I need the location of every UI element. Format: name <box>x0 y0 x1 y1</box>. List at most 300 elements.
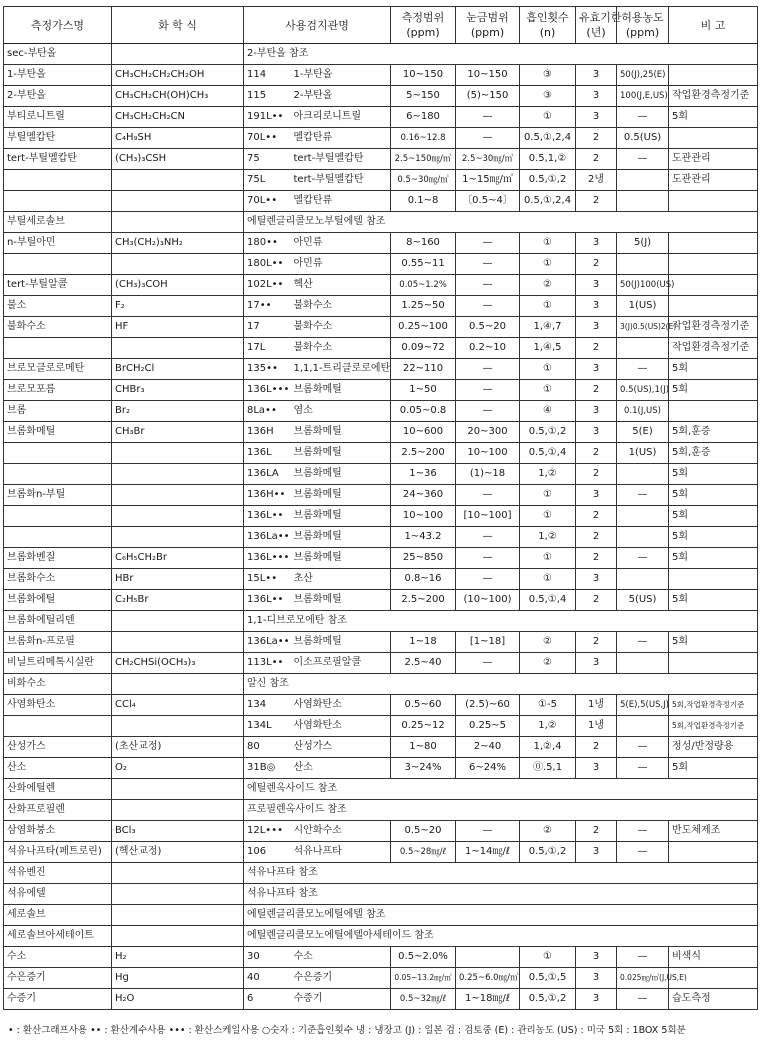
tube-name-cell: 불화수소 <box>291 317 391 338</box>
tube-number-cell: 136L•• <box>244 506 291 527</box>
formula-cell <box>112 674 244 695</box>
gas-name-cell: 브로모포름 <box>4 380 112 401</box>
measuring-range-cell: 10~100 <box>391 506 456 527</box>
tlv-cell: — <box>617 947 669 968</box>
gas-name-cell <box>4 716 112 737</box>
formula-cell: Hg <box>112 968 244 989</box>
tube-name-cell: 수증기 <box>291 989 391 1010</box>
measuring-range-cell: 0.05~13.2㎎/㎥ <box>391 968 456 989</box>
gas-name-cell: 불화수소 <box>4 317 112 338</box>
formula-cell: HBr <box>112 569 244 590</box>
gas-name-cell <box>4 443 112 464</box>
remarks-cell <box>669 65 758 86</box>
tlv-cell: — <box>617 548 669 569</box>
tube-number-cell: 17L <box>244 338 291 359</box>
formula-cell: C₄H₉SH <box>112 128 244 149</box>
formula-cell <box>112 212 244 233</box>
scale-range-cell: 0.2~10 <box>456 338 520 359</box>
tube-number-cell: 136La•• <box>244 527 291 548</box>
tlv-cell: 50(J)100(US) <box>617 275 669 296</box>
shelf-life-cell: 3 <box>576 842 617 863</box>
formula-cell: CH₃CH₂CH₂CH₂OH <box>112 65 244 86</box>
formula-cell: H₂O <box>112 989 244 1010</box>
tube-name-cell: 브롬화메틸 <box>291 548 391 569</box>
header-remarks: 비 고 <box>669 7 758 44</box>
gas-name-cell: tert-부틸알콜 <box>4 275 112 296</box>
formula-cell <box>112 863 244 884</box>
gas-name-cell: 사염화탄소 <box>4 695 112 716</box>
tube-number-cell: 135•• <box>244 359 291 380</box>
scale-range-cell: — <box>456 107 520 128</box>
shelf-life-cell: 2 <box>576 548 617 569</box>
table-row <box>4 989 758 1010</box>
tlv-cell <box>617 254 669 275</box>
stroke-count-cell: 0.5,①,5 <box>520 968 576 989</box>
shelf-life-cell: 1냉 <box>576 695 617 716</box>
tlv-cell: — <box>617 485 669 506</box>
tube-name-cell: 브롬화메틸 <box>291 443 391 464</box>
table-row <box>4 275 758 296</box>
tube-name-cell: 브롬화메틸 <box>291 422 391 443</box>
tlv-cell: 5(J) <box>617 233 669 254</box>
formula-cell: CH₃(CH₂)₃NH₂ <box>112 233 244 254</box>
header-gas-name: 측정가스명 <box>4 7 112 44</box>
formula-cell: (CH₃)₃CSH <box>112 149 244 170</box>
measuring-range-cell: 25~850 <box>391 548 456 569</box>
formula-cell <box>112 191 244 212</box>
measuring-range-cell: 0.09~72 <box>391 338 456 359</box>
table-row <box>4 359 758 380</box>
tlv-cell: 0.1(J,US) <box>617 401 669 422</box>
remarks-cell <box>669 191 758 212</box>
scale-range-cell: — <box>456 548 520 569</box>
tube-name-cell: 사염화탄소 <box>291 716 391 737</box>
tube-number-cell: 136L••• <box>244 548 291 569</box>
gas-name-cell: 수소 <box>4 947 112 968</box>
scale-range-cell: [1~18] <box>456 632 520 653</box>
scale-range-cell: — <box>456 653 520 674</box>
gas-name-cell: 브롬화수소 <box>4 569 112 590</box>
reference-cell: 에틸렌옥사이드 참조 <box>244 779 758 800</box>
stroke-count-cell: ① <box>520 485 576 506</box>
table-row <box>4 632 758 653</box>
scale-range-cell: (10~100) <box>456 590 520 611</box>
tlv-cell: — <box>617 359 669 380</box>
measuring-range-cell: 6~180 <box>391 107 456 128</box>
tube-name-cell: 사염화탄소 <box>291 695 391 716</box>
tube-number-cell: 106 <box>244 842 291 863</box>
table-row <box>4 737 758 758</box>
tlv-cell: — <box>617 758 669 779</box>
tube-name-cell: 초산 <box>291 569 391 590</box>
formula-cell: (초산교정) <box>112 737 244 758</box>
remarks-cell: 5회 <box>669 464 758 485</box>
tlv-cell <box>617 653 669 674</box>
gas-name-cell: sec-부탄올 <box>4 44 112 65</box>
gas-name-cell <box>4 527 112 548</box>
stroke-count-cell: 1,④,7 <box>520 317 576 338</box>
tube-number-cell: 113L•• <box>244 653 291 674</box>
table-row <box>4 506 758 527</box>
remarks-cell: 도관관리 <box>669 170 758 191</box>
table-row <box>4 926 758 947</box>
stroke-count-cell: ① <box>520 947 576 968</box>
shelf-life-cell: 2 <box>576 464 617 485</box>
measuring-range-cell: 2.5~40 <box>391 653 456 674</box>
scale-range-cell: 1~15㎎/㎥ <box>456 170 520 191</box>
shelf-life-cell: 2 <box>576 737 617 758</box>
scale-range-cell: (5)~150 <box>456 86 520 107</box>
table-row <box>4 191 758 212</box>
gas-name-cell <box>4 254 112 275</box>
tube-number-cell: 115 <box>244 86 291 107</box>
shelf-life-cell: 2 <box>576 632 617 653</box>
table-row <box>4 170 758 191</box>
shelf-life-cell: 3 <box>576 359 617 380</box>
tube-name-cell: 브롬화메틸 <box>291 380 391 401</box>
scale-range-cell: — <box>456 527 520 548</box>
scale-range-cell: 2.5~30㎎/㎥ <box>456 149 520 170</box>
tube-name-cell: 시안화수소 <box>291 821 391 842</box>
measuring-range-cell: 0.25~12 <box>391 716 456 737</box>
stroke-count-cell: ③ <box>520 65 576 86</box>
table-row <box>4 464 758 485</box>
tube-number-cell: 191L•• <box>244 107 291 128</box>
tube-name-cell: 브롬화메틸 <box>291 590 391 611</box>
measuring-range-cell: 1~18 <box>391 632 456 653</box>
scale-range-cell: 2~40 <box>456 737 520 758</box>
tube-name-cell: 브롬화메틸 <box>291 632 391 653</box>
formula-cell: CH₃CH₂CH₂CN <box>112 107 244 128</box>
gas-name-cell: 브롬화n-부틸 <box>4 485 112 506</box>
gas-name-cell <box>4 191 112 212</box>
table-row <box>4 674 758 695</box>
remarks-cell: 5회 <box>669 107 758 128</box>
gas-name-cell: 브로모클로로메탄 <box>4 359 112 380</box>
measuring-range-cell: 5~150 <box>391 86 456 107</box>
gas-name-cell: 비화수소 <box>4 674 112 695</box>
table-row <box>4 527 758 548</box>
scale-range-cell: 10~100 <box>456 443 520 464</box>
table-row <box>4 380 758 401</box>
remarks-cell: 5회 <box>669 632 758 653</box>
reference-cell: 1,1-디브로모에탄 참조 <box>244 611 758 632</box>
formula-cell: Br₂ <box>112 401 244 422</box>
header-strokes: 흡인횟수 (n) <box>520 7 576 44</box>
scale-range-cell: — <box>456 569 520 590</box>
scale-range-cell: (2.5)~60 <box>456 695 520 716</box>
tube-number-cell: 70L•• <box>244 191 291 212</box>
tube-name-cell: 브롬화메틸 <box>291 527 391 548</box>
gas-name-cell: n-부틸아민 <box>4 233 112 254</box>
reference-cell: 2-부탄올 참조 <box>244 44 758 65</box>
tube-name-cell: 브롬화메틸 <box>291 464 391 485</box>
header-row <box>4 7 758 44</box>
gas-name-cell <box>4 464 112 485</box>
stroke-count-cell: 0.5,①,2 <box>520 422 576 443</box>
gas-name-cell: 브롬 <box>4 401 112 422</box>
gas-name-cell: 수증기 <box>4 989 112 1010</box>
stroke-count-cell: ③ <box>520 86 576 107</box>
gas-name-cell: 세로솔브아세테이트 <box>4 926 112 947</box>
tlv-cell: 0.025㎎/㎥(J,US,E) <box>617 968 669 989</box>
gas-name-cell: 브롬화벤질 <box>4 548 112 569</box>
gas-name-cell: 산성가스 <box>4 737 112 758</box>
formula-cell: CH₂CHSi(OCH₃)₃ <box>112 653 244 674</box>
stroke-count-cell: 0.5,①,2 <box>520 842 576 863</box>
gas-name-cell: 브롬화에틸 <box>4 590 112 611</box>
scale-range-cell: — <box>456 380 520 401</box>
table-row <box>4 233 758 254</box>
table-row <box>4 65 758 86</box>
tlv-cell: 50(J),25(E) <box>617 65 669 86</box>
stroke-count-cell: ① <box>520 254 576 275</box>
formula-cell: C₂H₅Br <box>112 590 244 611</box>
measuring-range-cell: 24~360 <box>391 485 456 506</box>
measuring-range-cell: 1~43.2 <box>391 527 456 548</box>
formula-cell: BrCH₂Cl <box>112 359 244 380</box>
tube-name-cell: 헥산 <box>291 275 391 296</box>
remarks-cell <box>669 254 758 275</box>
gas-name-cell: 1-부탄올 <box>4 65 112 86</box>
tube-number-cell: 114 <box>244 65 291 86</box>
remarks-cell: 5회 <box>669 506 758 527</box>
table-row <box>4 779 758 800</box>
stroke-count-cell: ② <box>520 821 576 842</box>
tube-number-cell: 136L•• <box>244 590 291 611</box>
gas-name-cell: tert-부틸멜캅탄 <box>4 149 112 170</box>
measuring-range-cell: 10~150 <box>391 65 456 86</box>
scale-range-cell: — <box>456 296 520 317</box>
formula-cell: CHBr₃ <box>112 380 244 401</box>
tube-number-cell: 134 <box>244 695 291 716</box>
gas-name-cell <box>4 338 112 359</box>
tube-number-cell: 31B◎ <box>244 758 291 779</box>
tube-number-cell: 180•• <box>244 233 291 254</box>
remarks-cell <box>669 275 758 296</box>
formula-cell: H₂ <box>112 947 244 968</box>
tube-name-cell: 멜캅탄류 <box>291 128 391 149</box>
reference-cell: 에틸렌글리콜모노에틸에텔아세테이드 참조 <box>244 926 758 947</box>
stroke-count-cell: 0.5,①,2,4 <box>520 128 576 149</box>
shelf-life-cell: 3 <box>576 233 617 254</box>
reference-cell: 석유나프타 참조 <box>244 863 758 884</box>
tube-name-cell: 수소 <box>291 947 391 968</box>
formula-cell: BCl₃ <box>112 821 244 842</box>
measuring-range-cell: 0.5~30㎎/㎥ <box>391 170 456 191</box>
remarks-cell: 5회 <box>669 380 758 401</box>
table-row <box>4 716 758 737</box>
reference-cell: 에틸렌글리콜모노부틸에텔 참조 <box>244 212 758 233</box>
remarks-cell: 5회 <box>669 758 758 779</box>
tube-number-cell: 102L•• <box>244 275 291 296</box>
remarks-cell <box>669 842 758 863</box>
measuring-range-cell: 2.5~200 <box>391 590 456 611</box>
scale-range-cell: — <box>456 401 520 422</box>
shelf-life-cell: 3 <box>576 401 617 422</box>
tlv-cell: — <box>617 632 669 653</box>
table-row <box>4 947 758 968</box>
formula-cell <box>112 527 244 548</box>
tube-name-cell: 아크리로니트릴 <box>291 107 391 128</box>
gas-name-cell: 산소 <box>4 758 112 779</box>
remarks-cell <box>669 569 758 590</box>
tube-name-cell: tert-부틸멜캅탄 <box>291 170 391 191</box>
stroke-count-cell: ① <box>520 296 576 317</box>
stroke-count-cell: 0.5,①,2,4 <box>520 191 576 212</box>
gas-name-cell: 삼염화붕소 <box>4 821 112 842</box>
stroke-count-cell: ① <box>520 107 576 128</box>
measuring-range-cell: 0.1~8 <box>391 191 456 212</box>
measuring-range-cell: 0.05~1.2% <box>391 275 456 296</box>
remarks-cell: 5회 <box>669 548 758 569</box>
tube-name-cell: 1,1,1-트리클로로에탄 <box>291 359 391 380</box>
measuring-range-cell: 0.5~2.0% <box>391 947 456 968</box>
remarks-cell: 습도측정 <box>669 989 758 1010</box>
reference-cell: 석유나프타 참조 <box>244 884 758 905</box>
table-row <box>4 863 758 884</box>
stroke-count-cell: ② <box>520 632 576 653</box>
table-row <box>4 149 758 170</box>
tube-number-cell: 17 <box>244 317 291 338</box>
remarks-cell <box>669 233 758 254</box>
reference-cell: 알신 참조 <box>244 674 758 695</box>
stroke-count-cell: ① <box>520 548 576 569</box>
stroke-count-cell: ⓪.5,1 <box>520 758 576 779</box>
formula-cell <box>112 800 244 821</box>
shelf-life-cell: 3 <box>576 758 617 779</box>
tlv-cell: 1(US) <box>617 443 669 464</box>
tlv-cell <box>617 716 669 737</box>
formula-cell <box>112 779 244 800</box>
shelf-life-cell: 2 <box>576 821 617 842</box>
header-tlv: 허용농도 (ppm) <box>617 7 669 44</box>
formula-cell <box>112 44 244 65</box>
gas-name-cell: 브롬화메틸 <box>4 422 112 443</box>
remarks-cell: 5회,훈증 <box>669 443 758 464</box>
table-row <box>4 296 758 317</box>
tube-name-cell: 아민류 <box>291 254 391 275</box>
remarks-cell <box>669 296 758 317</box>
measuring-range-cell: 0.5~60 <box>391 695 456 716</box>
table-row <box>4 128 758 149</box>
tlv-cell: 100(J,E,US) <box>617 86 669 107</box>
gas-name-cell: 부틸세로솔브 <box>4 212 112 233</box>
tube-number-cell: 136La•• <box>244 632 291 653</box>
tube-number-cell: 12L••• <box>244 821 291 842</box>
scale-range-cell: — <box>456 821 520 842</box>
table-row <box>4 653 758 674</box>
gas-name-cell: 석유에텔 <box>4 884 112 905</box>
measuring-range-cell: 8~160 <box>391 233 456 254</box>
table-row <box>4 485 758 506</box>
shelf-life-cell: 2냉 <box>576 170 617 191</box>
stroke-count-cell: 0.5,①,4 <box>520 443 576 464</box>
header-shelf-life: 유효기한 (년) <box>576 7 617 44</box>
measuring-range-cell: 2.5~200 <box>391 443 456 464</box>
stroke-count-cell: ② <box>520 653 576 674</box>
gas-detector-table-sheet <box>3 6 757 1010</box>
shelf-life-cell: 2 <box>576 254 617 275</box>
tube-number-cell: 136H•• <box>244 485 291 506</box>
tube-name-cell: 멜캅탄류 <box>291 191 391 212</box>
scale-range-cell: 0.5~20 <box>456 317 520 338</box>
gas-detector-table <box>3 6 758 1010</box>
formula-cell <box>112 611 244 632</box>
gas-name-cell: 산화프로필렌 <box>4 800 112 821</box>
remarks-cell: 작업환경측정기준 <box>669 86 758 107</box>
formula-cell <box>112 464 244 485</box>
formula-cell: F₂ <box>112 296 244 317</box>
shelf-life-cell: 3 <box>576 485 617 506</box>
tlv-cell: — <box>617 842 669 863</box>
tube-number-cell: 30 <box>244 947 291 968</box>
stroke-count-cell: 1,④,5 <box>520 338 576 359</box>
tlv-cell <box>617 506 669 527</box>
remarks-cell: 5회,작업환경측정기준 <box>669 695 758 716</box>
tube-name-cell: 불화수소 <box>291 296 391 317</box>
table-row <box>4 611 758 632</box>
table-row <box>4 44 758 65</box>
tlv-cell <box>617 191 669 212</box>
table-row <box>4 695 758 716</box>
tube-name-cell: 산성가스 <box>291 737 391 758</box>
scale-range-cell: 1~18㎎/ℓ <box>456 989 520 1010</box>
tube-name-cell: 석유나프타 <box>291 842 391 863</box>
formula-cell <box>112 632 244 653</box>
formula-cell <box>112 254 244 275</box>
stroke-count-cell: ① <box>520 380 576 401</box>
remarks-cell: 5회,작업환경측정기준 <box>669 716 758 737</box>
stroke-count-cell: 0.5,①,4 <box>520 590 576 611</box>
scale-range-cell: — <box>456 359 520 380</box>
tlv-cell: — <box>617 107 669 128</box>
tlv-cell <box>617 569 669 590</box>
formula-cell: CH₃Br <box>112 422 244 443</box>
measuring-range-cell: 1~80 <box>391 737 456 758</box>
gas-name-cell: 석유벤진 <box>4 863 112 884</box>
scale-range-cell: — <box>456 254 520 275</box>
scale-range-cell: 0.25~5 <box>456 716 520 737</box>
formula-cell <box>112 884 244 905</box>
scale-range-cell: — <box>456 233 520 254</box>
measuring-range-cell: 0.05~0.8 <box>391 401 456 422</box>
gas-name-cell: 브롬화에틸리덴 <box>4 611 112 632</box>
scale-range-cell: 20~300 <box>456 422 520 443</box>
tube-number-cell: 75 <box>244 149 291 170</box>
shelf-life-cell: 3 <box>576 317 617 338</box>
gas-name-cell: 비닐트리메톡시실란 <box>4 653 112 674</box>
scale-range-cell: 0.25~6.0㎎/㎥ <box>456 968 520 989</box>
tlv-cell: — <box>617 821 669 842</box>
gas-name-cell <box>4 506 112 527</box>
table-row <box>4 254 758 275</box>
tube-name-cell: 브롬화메틸 <box>291 485 391 506</box>
header-formula: 화 학 식 <box>112 7 244 44</box>
formula-cell <box>112 905 244 926</box>
formula-cell: HF <box>112 317 244 338</box>
gas-name-cell: 부틸멜캅탄 <box>4 128 112 149</box>
shelf-life-cell: 3 <box>576 65 617 86</box>
shelf-life-cell: 2 <box>576 590 617 611</box>
tlv-cell: 5(E),5(US,J) <box>617 695 669 716</box>
measuring-range-cell: 3~24% <box>391 758 456 779</box>
tube-number-cell: 136L••• <box>244 380 291 401</box>
tube-number-cell: 136H <box>244 422 291 443</box>
table-row <box>4 107 758 128</box>
stroke-count-cell: ① <box>520 359 576 380</box>
legend-footnote: • : 환산그래프사용 •• : 환산계수사용 ••• : 환산스케일사용 ○숫자 : 기준흡인횟수 냉 : 냉장고 (J) : 일본 검 : 검토중 (E) : 관리농도 (US) : 미국 5회 : 1BOX 5회분 <box>8 1025 686 1036</box>
